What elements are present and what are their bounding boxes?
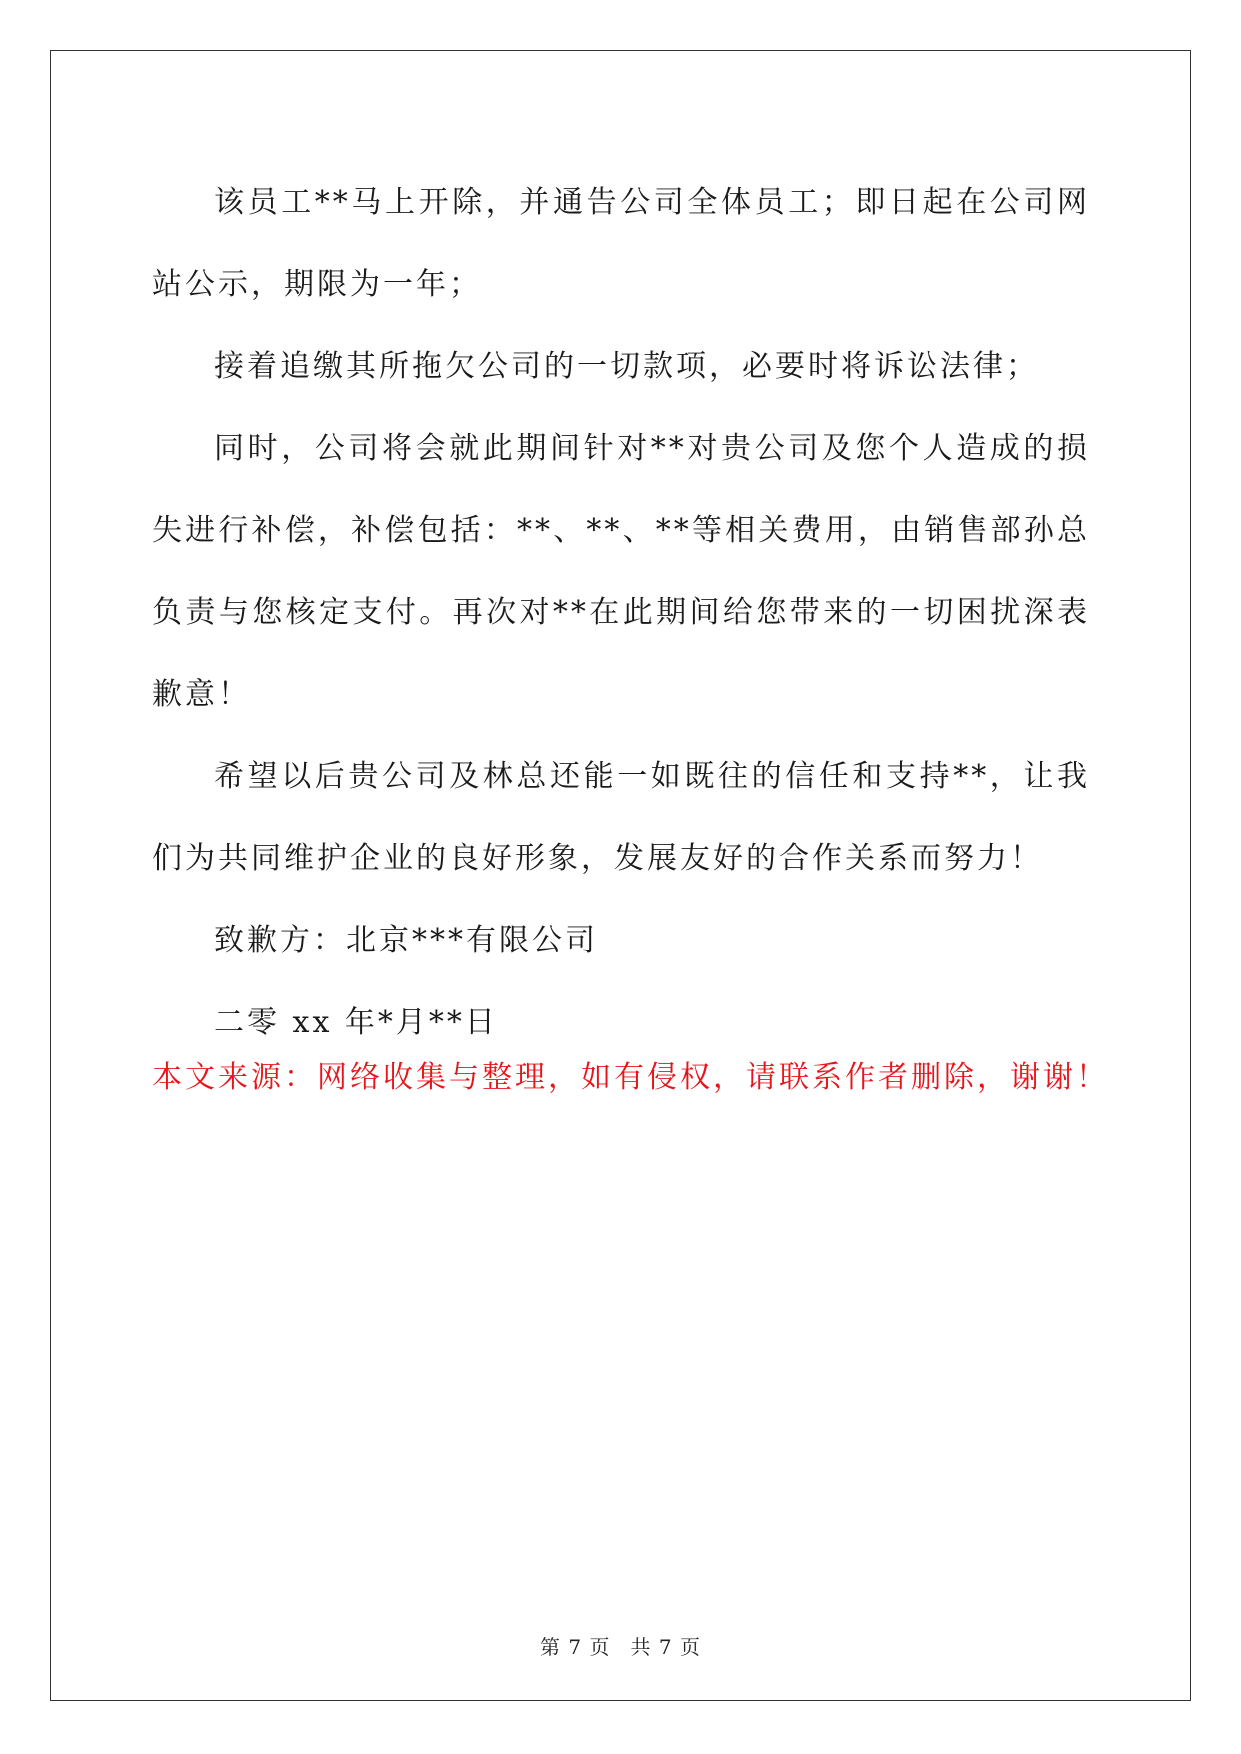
page-footer — [0, 1631, 1241, 1660]
source-note: 本文来源：网络收集与整理，如有侵权，请联系作者删除，谢谢！ — [152, 1060, 1109, 1095]
document-body — [152, 162, 1090, 1064]
total-pages-label: 共 7 页 — [630, 1635, 701, 1659]
paragraph-recovery: 接着追缴其所拖欠公司的一切款项，必要时将诉讼法律； — [214, 349, 1039, 384]
date-line: 二零 xx 年*月**日 — [214, 1005, 498, 1040]
current-page-label: 第 7 页 — [540, 1635, 611, 1659]
paragraph-compensation: 同时，公司将会就此期间针对**对贵公司及您个人造成的损失进行补偿，补偿包括：**、**、**等相关费用，由销售部孙总负责与您核定支付。再次对**在此期间给您带来的一切困扰深表歉意！ — [152, 431, 1090, 712]
apologizer-line: 致歉方：北京***有限公司 — [214, 923, 598, 958]
paragraph-hope: 希望以后贵公司及林总还能一如既往的信任和支持**，让我们为共同维护企业的良好形象，发展友好的合作关系而努力！ — [152, 759, 1090, 876]
paragraph-dismissal: 该员工**马上开除，并通告公司全体员工；即日起在公司网站公示，期限为一年； — [152, 185, 1090, 302]
